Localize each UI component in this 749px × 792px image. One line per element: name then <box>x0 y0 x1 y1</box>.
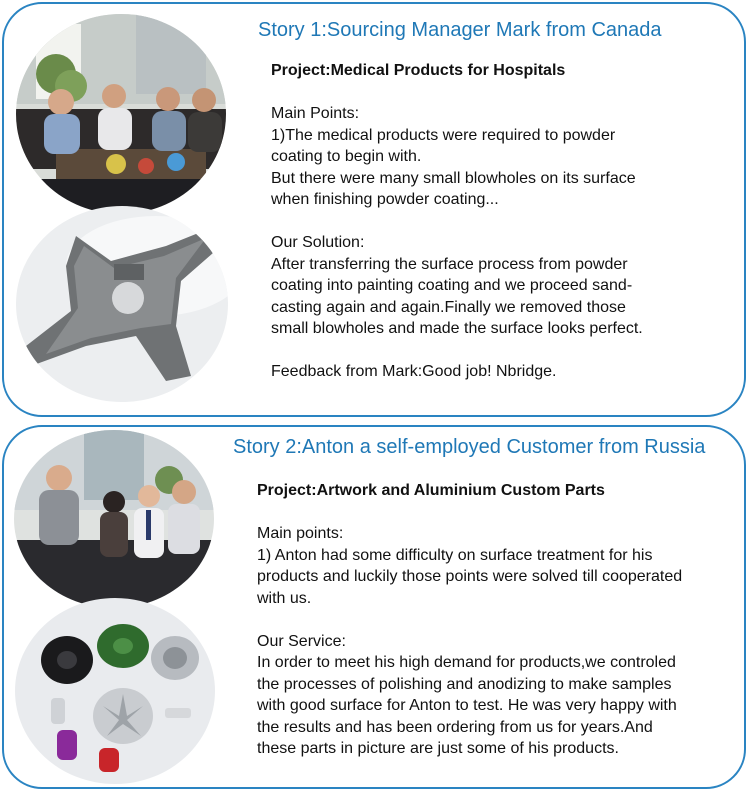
story-2-title: Story 2:Anton a self-employed Customer from Russia <box>233 436 706 458</box>
story-2-main-line: products and luckily those points were solved till cooperated <box>257 568 683 585</box>
story-2-service-line: the results and has been ordering from us for years.And <box>257 718 653 736</box>
story-1-solution-heading: Our Solution: <box>271 234 365 251</box>
story-1-main-heading: Main Points: <box>271 105 360 122</box>
story-2-group-photo <box>14 430 214 608</box>
story-1-main-line: when finishing powder coating... <box>271 191 499 208</box>
story-1-product-photo <box>16 206 228 402</box>
story-2-service-heading: Our Service: <box>257 632 346 650</box>
story-2-service-line: the processes of polishing and anodizing to make samples <box>257 675 672 693</box>
story-1-main-line: 1)The medical products were required to powder <box>271 126 616 144</box>
story-1-solution-line: casting again and again.Finally we removed those <box>271 298 626 316</box>
story-1-main-line: coating to begin with. <box>271 148 422 165</box>
story-2-service-line: In order to meet his high demand for products,we controled <box>257 654 676 671</box>
story-2-body <box>257 480 682 760</box>
story-1-body <box>271 60 643 383</box>
story-1-feedback: Feedback from Mark:Good job! Nbridge. <box>271 363 557 380</box>
story-2-main-heading: Main points: <box>257 525 344 542</box>
story-2-service-line: with good surface for Anton to test. He was very happy with <box>257 697 677 714</box>
story-1-solution-line: small blowholes and made the surface looks perfect. <box>271 320 643 337</box>
story-1-solution-line: After transferring the surface process from powder <box>271 255 628 273</box>
story-1-title: Story 1:Sourcing Manager Mark from Canada <box>258 19 662 41</box>
story-2-main-line: 1) Anton had some difficulty on surface treatment for his <box>257 546 653 564</box>
story-1-solution-line: coating into painting coating and we proceed sand- <box>271 277 633 294</box>
story-2-product-photo <box>15 598 215 784</box>
story-1-group-photo <box>16 14 226 214</box>
story-1-main-line: But there were many small blowholes on its surface <box>271 169 636 187</box>
story-2-main-line: with us. <box>257 589 312 607</box>
story-2-service-line: these parts in picture are just some of his products. <box>257 740 619 757</box>
story-1-project: Project:Medical Products for Hospitals <box>271 62 566 79</box>
story-2-project: Project:Artwork and Aluminium Custom Parts <box>257 482 605 499</box>
